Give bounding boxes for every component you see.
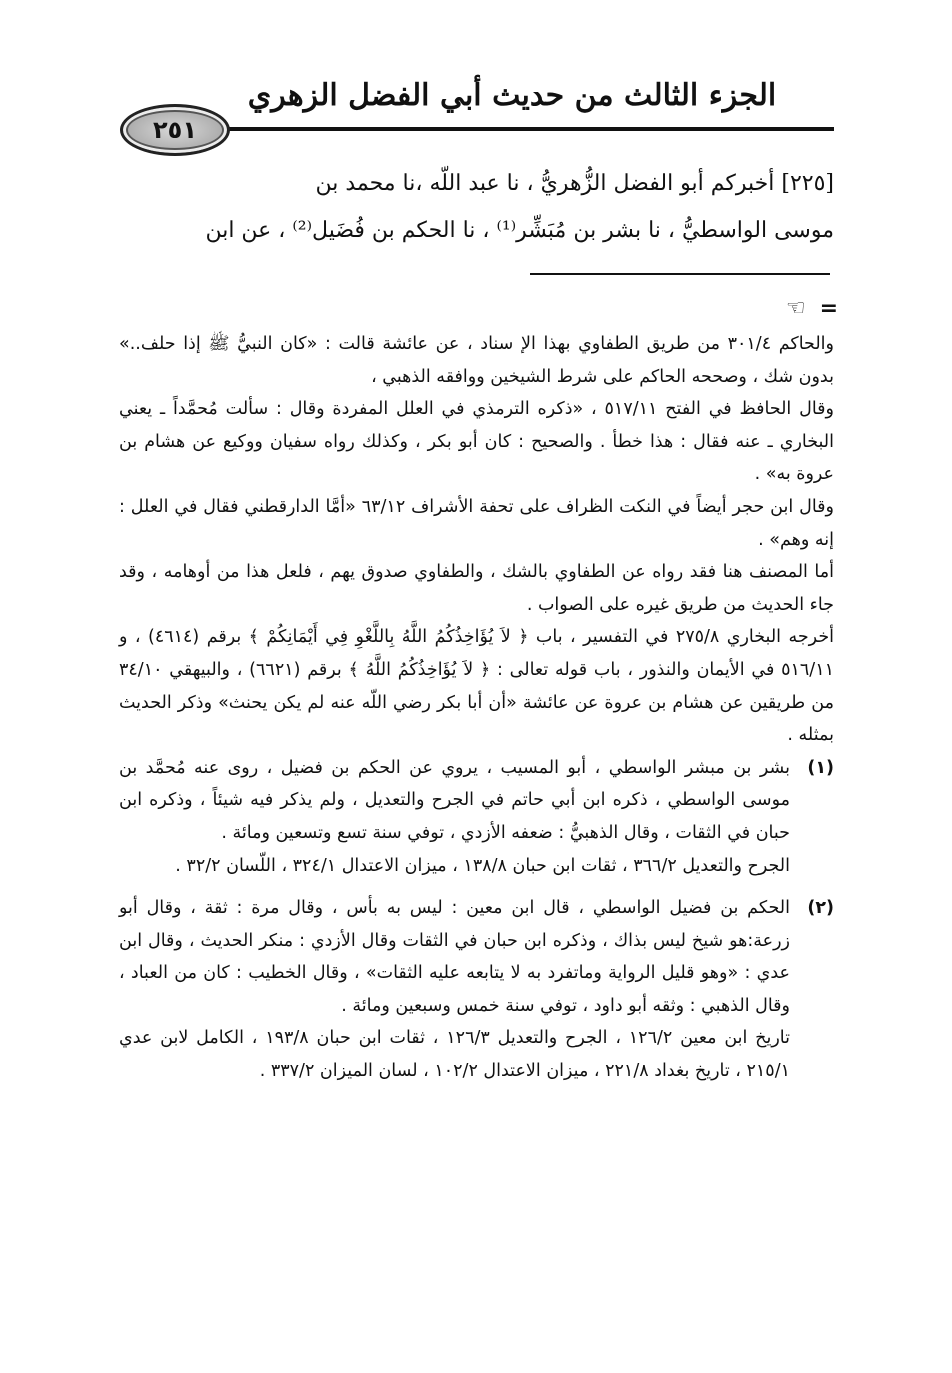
pointing-hand-icon: ☜ xyxy=(785,296,806,321)
equals-sign: = xyxy=(819,296,838,321)
footnote-number: (٢) xyxy=(807,898,834,919)
footnote-paragraph: بشر بن مبشر الواسطي ، أبو المسيب ، يروي عن الحكم بن فضيل ، روى عنه مُحمَّد بن موسى الواسطي ، ذكره ابن أبي حاتم في الجرح والتعديل ، ولم يذكر فيه شيئاً ، وذكره ابن حبان في الثقات ، وقال الذهبيُّ : ضعفه الأزدي ، توفي سنة تسع وتسعين ومائة . xyxy=(119,757,790,843)
footnote-number: (١) xyxy=(807,757,834,778)
running-header-title: الجزء الثالث من حديث أبي الفضل الزهري xyxy=(247,78,777,113)
footnote-continuation-paragraph: وقال الحافظ في الفتح ٥١٧/١١ ، «ذكره الترمذي في العلل المفردة وقال : سألت مُحمَّداً ـ يعني البخاري ـ عنه فقال : هذا خطأ . والصحيح : كان أبو بكر ، وكذلك رواه سفيان ووكيع عن هشام بن عروة به» . xyxy=(119,399,834,485)
footnote-references: تاريخ ابن معين ١٢٦/٢ ، الجرح والتعديل ١٢٦/٣ ، ثقات ابن حبان ١٩٣/٨ ، الكامل لابن عدي ٢١٥/١ ، تاريخ بغداد ٢٢١/٨ ، ميزان الاعتدال ١٠٢/٢ ، لسان الميزان ٣٣٧/٢ . xyxy=(119,1028,791,1082)
header-rule xyxy=(210,127,834,131)
footnote-paragraph: الحكم بن فضيل الواسطي ، قال ابن معين : ليس به بأس ، وقال مرة : ثقة ، وقال أبو زرعة:هو شيخ ليس بذاك ، وذكره ابن حبان في الثقات وقال الأزدي : منكر الحديث ، وقال ابن عدي : «وهو قليل الرواية وماتفرد به لا يتابعه عليه الثقات» ، وقال الخطيب : كان من العباد ، وقال الذهبي : وثقه أبو داود ، توفي سنة خمس وسبعين ومائة . xyxy=(119,898,790,1016)
footnotes xyxy=(119,328,834,1088)
footnote-1 xyxy=(119,752,834,882)
page-number: ٢٥١ xyxy=(153,116,197,144)
footnote-continuation-paragraph: وقال ابن حجر أيضاً في النكت الظراف على تحفة الأشراف ٦٣/١٢ «أمَّا الدارقطني فقال في العلل : إنه وهم» . xyxy=(119,496,834,550)
footnote-continuation-paragraph: أما المصنف هنا فقد رواه عن الطفاوي بالشك ، والطفاوي صدوق يهم ، فلعل هذا من أوهامه ، وقد جاء الحديث من طريق غيره على الصواب . xyxy=(119,562,834,615)
footnote-body xyxy=(119,752,790,882)
footnote-continuation-paragraph: أخرجه البخاري ٢٧٥/٨ في التفسير ، باب ﴿ لاَ يُؤَاخِذُكُمُ اللَّهُ بِاللَّغْوِ فِي أَيْمَانِكُمْ ﴾ برقم (٤٦١٤) ، و ٥١٦/١١ في الأيمان والنذور ، باب قوله تعالى : ﴿ لاَ يُؤَاخِذُكُمُ اللَّهُ ﴾ برقم (٦٦٢١) ، والبيهقي ٣٤/١٠ من طريقين عن هشام بن عروة عن عائشة «أن أبا بكر رضي اللّه عنه لم يكن يحنث» وذكر الحديث بمثله . xyxy=(119,627,834,746)
footnote-continuation-paragraph: والحاكم ٣٠١/٤ من طريق الطفاوي بهذا الإ سناد ، عن عائشة قالت : «كان النبيُّ ﷺ إذا حلف..» بدون شك ، وصححه الحاكم على شرط الشيخين ووافقه الذهبي ، xyxy=(119,334,834,387)
continuation-marker xyxy=(748,296,838,321)
footnote-separator xyxy=(530,273,830,275)
main-text xyxy=(119,160,834,254)
footnote-2 xyxy=(119,892,834,1088)
footnote-references: الجرح والتعديل ٣٦٦/٢ ، ثقات ابن حبان ١٣٨/٨ ، ميزان الاعتدال ٣٢٤/١ ، اللّسان ٣٢/٢ . xyxy=(175,855,790,876)
main-text-line-2: موسى الواسطيُّ ، نا بشر بن مُبَشِّر⁽¹⁾ ، نا الحكم بن فُضَيل⁽²⁾ ، عن ابن xyxy=(205,218,834,243)
main-text-line-1: [٢٢٥] أخبركم أبو الفضل الزُّهريُّ ، نا عبد اللّه ،نا محمد بن xyxy=(315,171,834,196)
footnote-body xyxy=(119,892,790,1088)
page-number-badge xyxy=(120,104,230,156)
footnote-gap xyxy=(119,882,834,892)
